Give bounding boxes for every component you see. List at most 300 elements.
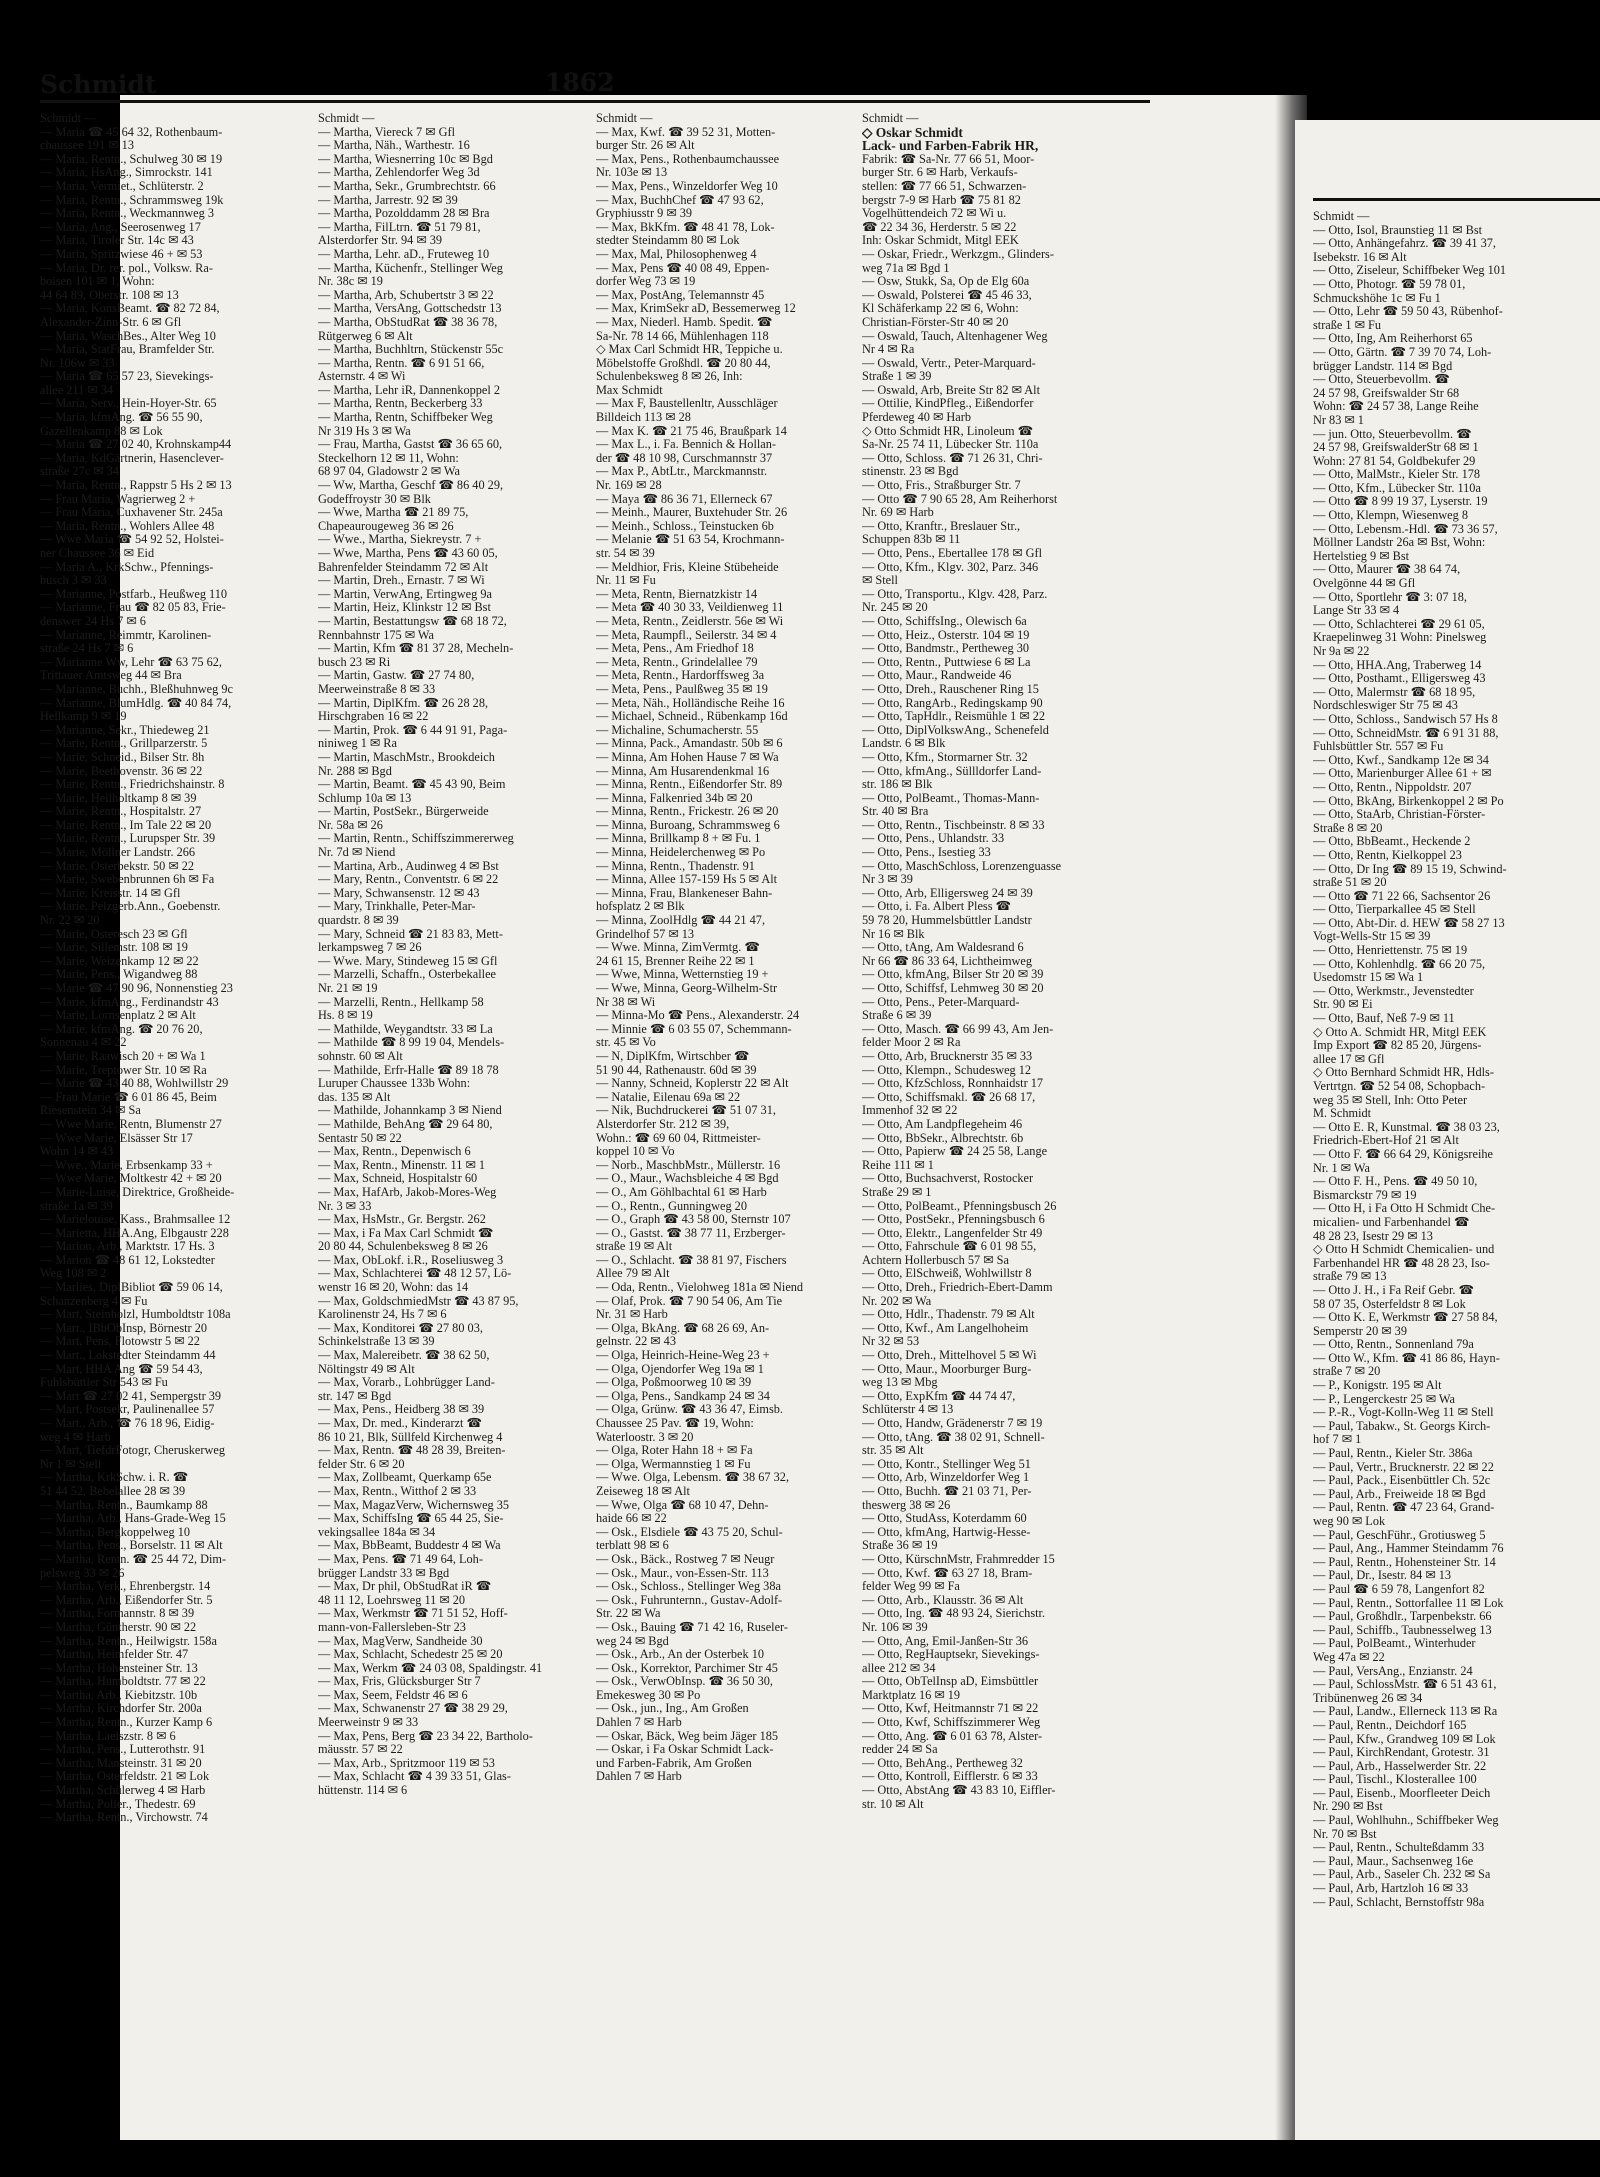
directory-entry: — Paul, Rentn., Kieler Str. 386a	[1313, 1447, 1473, 1461]
directory-entry: Nr. 58a ✉ 26	[318, 818, 383, 832]
directory-entry: — Melanie ☎ 51 63 54, Krochmann-	[596, 533, 785, 547]
directory-entry: — Otto, Kontr., Stellinger Weg 51	[862, 1457, 1031, 1471]
directory-entry: — Otto, Klempn, Wiesenweg 8	[1313, 509, 1469, 523]
directory-entry: — Marie, Rentn., Friedrichshainstr. 8	[40, 778, 225, 792]
directory-entry: Nr 16 ✉ Blk	[862, 927, 925, 941]
directory-entry: — Marie, Raawisch 20 + ✉ Wa 1	[40, 1049, 206, 1063]
facing-page-column	[1313, 210, 1598, 1909]
directory-entry: dorfer Weg 73 ✉ 19	[596, 275, 696, 289]
directory-entry: — Otto, Elektr., Langenfelder Str 49	[862, 1226, 1043, 1240]
directory-entry: — Minna, Falkenried 34b ✉ 20	[596, 791, 753, 805]
directory-entry: Hirschgraben 16 ✉ 22	[318, 710, 429, 724]
directory-entry: Str. 90 ✉ Ei	[1313, 998, 1373, 1012]
directory-entry: Sa-Nr. 78 14 66, Mühlenhagen 118	[596, 329, 769, 343]
directory-entry: vekingsallee 184a ✉ 34	[318, 1525, 436, 1539]
directory-entry: — Otto, Posthamt., Elligersweg 43	[1313, 672, 1486, 686]
directory-entry: — Maria, Dr. rer. pol., Volksw. Ra-	[40, 261, 213, 275]
directory-entry: — Otto, Ziseleur, Schiffbeker Weg 101	[1313, 264, 1507, 278]
directory-entry: — Martha, Kirchdorfer Str. 200a	[40, 1702, 202, 1716]
directory-entry: — Marie, Osterbekstr. 50 ✉ 22	[40, 859, 195, 873]
directory-entry: Nr. 106 ✉ 39	[862, 1620, 928, 1634]
directory-entry: — N, DiplKfm, Wirtschber ☎	[596, 1049, 750, 1063]
directory-entry: — Wwe, Minna, Georg-Wilhelm-Str	[596, 982, 778, 995]
directory-entry: — Paul, Pack., Eisenbüttler Ch. 52c	[1313, 1474, 1491, 1488]
directory-entry: — Otto, KfzSchloss, Ronnhaidstr 17	[862, 1077, 1044, 1091]
column-head: Schmidt —	[40, 112, 97, 125]
directory-entry: straße 51 ✉ 20	[1313, 876, 1387, 890]
directory-entry: felder Weg 99 ✉ Fa	[862, 1580, 960, 1594]
directory-entry: Schmuckshöhe 1c ✉ Fu 1	[1313, 291, 1441, 305]
directory-entry: Sentastr 50 ✉ 22	[318, 1131, 402, 1145]
directory-entry: — Max, Malereibetr. ☎ 38 62 50,	[318, 1349, 490, 1363]
directory-entry: — Otto K. E, Werkmstr ☎ 27 58 84,	[1313, 1311, 1498, 1325]
directory-entry: Nr. 38c ✉ 19	[318, 275, 383, 289]
directory-entry: Weg 47a ✉ 22	[1313, 1650, 1385, 1664]
directory-entry: Karolinenstr 24, Hs 7 ✉ 6	[318, 1308, 447, 1322]
directory-entry: — Osk., Arb., An der Osterbek 10	[596, 1648, 765, 1662]
directory-entry: — Max, Zollbeamt, Querkamp 65e	[318, 1471, 492, 1485]
directory-entry: Bismarckstr 79 ✉ 19	[1313, 1188, 1417, 1202]
directory-entry: — Martha, Lehr. aD., Fruteweg 10	[318, 247, 490, 261]
directory-entry: hüttenstr. 114 ✉ 6	[318, 1784, 408, 1798]
directory-entry: — Marie, Beethovenstr. 36 ✉ 22	[40, 764, 203, 778]
directory-entry: 86 10 21, Blk, Süllfeld Kirchenweg 4	[318, 1430, 503, 1444]
directory-entry: — Max, Schwanenstr 27 ☎ 38 29 29,	[318, 1702, 508, 1716]
directory-entry: — Paul, KirchRendant, Grotestr. 31	[1313, 1746, 1490, 1760]
directory-entry: — Max, HafArb, Jakob-Mores-Weg	[318, 1185, 497, 1199]
directory-entry: — Martha, Arb, Schubertstr 3 ✉ 22	[318, 288, 494, 302]
directory-entry: — Otto, StudAss, Koterdamm 60	[862, 1512, 1027, 1526]
directory-entry: — Paul, Kfw., Grandweg 109 ✉ Lok	[1313, 1732, 1496, 1746]
directory-entry: — Martin, MaschMstr., Brookdeich	[318, 750, 495, 764]
directory-entry: — Oswald, Tauch, Altenhagener Weg	[862, 329, 1048, 343]
directory-entry: Rütgerweg 6 ✉ Alt	[318, 329, 413, 343]
directory-entry: brügger Landstr 33 ✉ Bgd	[318, 1566, 450, 1580]
directory-entry: weg 90 ✉ Lok	[1313, 1515, 1386, 1528]
directory-entry: — jun. Otto, Steuerbevollm. ☎	[1313, 427, 1472, 441]
directory-entry: Alexander-Zinn-Str. 6 ✉ Gfl	[40, 315, 182, 329]
directory-entry: Bahrenfelder Steindamm 72 ✉ Alt	[318, 560, 489, 574]
directory-entry: — Martin, Gastw. ☎ 27 74 80,	[318, 669, 475, 683]
directory-entry: — Martha, Formannstr. 8 ✉ 39	[40, 1607, 195, 1621]
directory-entry: — Wwe Marie, Elsässer Str 17	[40, 1131, 193, 1145]
directory-entry: Semperstr 20 ✉ 39	[1313, 1324, 1407, 1338]
directory-entry: — Maria ☎ 65 57 23, Sievekings-	[40, 370, 214, 384]
directory-entry: — Martha, Viereck 7 ✉ Gfl	[318, 125, 456, 139]
directory-entry: — Martha, Jarrestr. 92 ✉ 39	[318, 193, 458, 207]
directory-entry: — Max, Dr phil, ObStudRat iR ☎	[318, 1580, 492, 1594]
directory-entry: — Paul, Tischl., Klosterallee 100	[1313, 1773, 1477, 1787]
directory-entry: sohnstr. 60 ✉ Alt	[318, 1049, 403, 1063]
directory-entry: wenstr 16 ✉ 20, Wohn: das 14	[318, 1281, 469, 1295]
directory-entry: — Marie, Pens., Wigandweg 88	[40, 968, 198, 982]
directory-entry: — Max, Schneid, Hospitalstr 60	[318, 1172, 478, 1186]
directory-entry: — Otto, Fris., Straßburger Str. 7	[862, 479, 1021, 493]
directory-entry: — Mart., IBbObInsp, Börnestr 20	[40, 1321, 208, 1335]
directory-entry: Chapeaurougeweg 36 ✉ 26	[318, 519, 454, 533]
directory-entry: — Mart., Arb., ☎ 76 18 96, Eidig-	[40, 1417, 215, 1430]
directory-entry: — Martin, PostSekr., Bürgerweide	[318, 805, 489, 819]
directory-entry: — Max, Schlachterei ☎ 48 12 57, Lö-	[318, 1267, 512, 1281]
directory-entry: — Ww, Martha, Geschf ☎ 86 40 29,	[318, 479, 504, 493]
directory-entry: — Otto, Pens., Peter-Marquard-	[862, 995, 1020, 1009]
directory-entry: — Max, Kwf. ☎ 39 52 31, Motten-	[596, 125, 776, 139]
directory-entry: — Max, Rentn., Depenwisch 6	[318, 1145, 471, 1159]
directory-entry: 58 07 35, Osterfeldstr 8 ✉ Lok	[1313, 1297, 1466, 1311]
directory-entry: — Minna-Mo ☎ Pens., Alexanderstr. 24	[596, 1009, 800, 1023]
directory-entry: — Olga, Heinrich-Heine-Weg 23 +	[596, 1349, 770, 1363]
directory-entry: — Martha, Rentn., Heilwigstr. 158a	[40, 1634, 217, 1648]
directory-entry: Nr. 106w ✉ 33	[40, 356, 115, 370]
directory-entry: — Marlies, DiplBibliot ☎ 59 06 14,	[40, 1281, 223, 1295]
directory-entry: — Martin, Prok. ☎ 6 44 91 91, Paga-	[318, 723, 508, 737]
directory-entry: — Max, Fris, Glücksburger Str 7	[318, 1675, 481, 1689]
directory-entry: Nr. 290 ✉ Bst	[1313, 1800, 1383, 1814]
directory-entry: — Marie, Heilholtkamp 8 ✉ 39	[40, 791, 197, 805]
directory-entry: — Otto, Schiffsmakl. ☎ 26 68 17,	[862, 1090, 1036, 1104]
directory-entry: Möbelstoffe Großhdl. ☎ 20 80 44,	[596, 356, 771, 370]
directory-entry: — Mary, Schwansenstr. 12 ✉ 43	[318, 886, 480, 900]
directory-entry: Lange Str 33 ✉ 4	[1313, 604, 1400, 618]
directory-entry: 24 61 15, Brenner Reihe 22 ✉ 1	[596, 954, 755, 968]
directory-entry: Ovelgönne 44 ✉ Gfl	[1313, 577, 1416, 591]
directory-entry: — Otto, Tierparkallee 45 ✉ Stell	[1313, 903, 1476, 917]
directory-entry: 59 78 20, Hummelsbüttler Landstr	[862, 914, 1032, 928]
directory-entry: str. 35 ✉ Alt	[862, 1444, 924, 1458]
directory-entry: Nr 38 ✉ Wi	[596, 995, 656, 1009]
directory-entry: — Marianne, Sekr., Thiedeweg 21	[40, 723, 210, 737]
directory-entry: — Otto, Fahrschule ☎ 6 01 98 55,	[862, 1240, 1037, 1254]
directory-entry: 51 90 44, Rathenaustr. 60d ✉ 39	[596, 1063, 757, 1077]
directory-entry: haide 66 ✉ 22	[596, 1512, 667, 1526]
directory-entry: str. 45 ✉ Vo	[596, 1036, 656, 1050]
directory-entry: — Otto, Rentn, Kielkoppel 23	[1313, 848, 1462, 862]
directory-entry: Marktplatz 16 ✉ 19	[862, 1688, 961, 1702]
directory-entry: redder 24 ✉ Sa	[862, 1743, 938, 1757]
directory-entry: — Martha, Rentn, Beckerberg 33	[318, 397, 483, 411]
directory-entry: — Marie-Luise, Direktrice, Großheide-	[40, 1185, 235, 1199]
directory-entry: — Wwe Maria ☎ 54 92 52, Holstei-	[40, 533, 224, 547]
directory-entry: — Otto, Ang, Emil-Janßen-Str 36	[862, 1634, 1028, 1648]
directory-entry: — Martin, Bestattungsw ☎ 68 18 72,	[318, 614, 507, 628]
directory-entry: Weg 108 ✉ 2	[40, 1267, 107, 1281]
directory-entry: — Max P., AbtLtr., Marckmannstr.	[596, 465, 768, 479]
directory-entry: — Martha, Arb., Kiebitzstr. 10b	[40, 1688, 198, 1702]
directory-entry: — Otto, RangArb., Redingskamp 90	[862, 696, 1043, 710]
directory-entry: — Martha, Näh., Warthestr. 16	[318, 139, 470, 153]
directory-entry: — Otto, Abt-Dir. d. HEW ☎ 58 27 13	[1313, 916, 1505, 930]
directory-entry: allee 17 ✉ Gfl	[1313, 1052, 1385, 1066]
directory-entry: Usedomstr 15 ✉ Wa 1	[1313, 971, 1424, 985]
directory-entry: Nr 83 ✉ 1	[1313, 413, 1364, 427]
directory-entry: — Otto, Ing. ☎ 48 93 24, Sierichstr.	[862, 1607, 1046, 1621]
directory-entry: — Martin, Heiz, Klinkstr 12 ✉ Bst	[318, 601, 491, 615]
directory-entry: — Paul, Vertr., Brucknerstr. 22 ✉ 22	[1313, 1460, 1494, 1474]
directory-entry: — Otto, kfmAng., Süllldorfer Land-	[862, 764, 1042, 778]
directory-entry: — Marianne, Reimmtr, Karolinen-	[40, 628, 212, 642]
directory-entry: — Paul, Rentn., Schulteßdamm 33	[1313, 1841, 1485, 1855]
directory-entry: — Olga, Pens., Sandkamp 24 ✉ 34	[596, 1389, 770, 1403]
directory-entry: Fuhlsbüttler Str 543 ✉ Fu	[40, 1376, 168, 1390]
directory-entry: — Otto, Rentn., Sonnenland 79a	[1313, 1338, 1474, 1352]
directory-entry: — Mary, Trinkhalle, Peter-Mar-	[318, 900, 476, 914]
directory-entry: — Otto, Photogr. ☎ 59 78 01,	[1313, 277, 1466, 291]
directory-entry: — Meinh., Schloss., Teinstucken 6b	[596, 519, 774, 533]
directory-entry: — Otto, Schiffsf, Lehmweg 30 ✉ 20	[862, 982, 1044, 995]
directory-entry: — Otto, Ang. ☎ 6 01 63 78, Alster-	[862, 1729, 1043, 1743]
directory-entry: — Paul, PolBeamt., Winterhuder	[1313, 1637, 1476, 1651]
directory-entry: — Otto, BbSekr., Albrechtstr. 6b	[862, 1131, 1024, 1145]
directory-entry: — Paul, Dr., Isestr. 84 ✉ 13	[1313, 1569, 1452, 1583]
directory-entry: — Mathilde, Johannkamp 3 ✉ Niend	[318, 1104, 502, 1118]
directory-entry: — Otto, Kwf, Heitmannstr 71 ✉ 22	[862, 1702, 1039, 1716]
directory-entry: — Marie, Weizenkamp 12 ✉ 22	[40, 954, 199, 968]
directory-entry: ◇ Otto Bernhard Schmidt HR, Hdls-	[1313, 1066, 1494, 1080]
directory-entry: micalien- und Farbenhandel ☎	[1313, 1215, 1470, 1229]
directory-entry: — Martha, FilLtrn. ☎ 51 79 81,	[318, 220, 481, 234]
directory-entry: — Wwe., Martha, Siekreystr. 7 +	[318, 533, 482, 547]
directory-entry: — Olga, Roter Hahn 18 + ✉ Fa	[596, 1444, 753, 1458]
directory-entry: — Otto, Pens., Isestieg 33	[862, 846, 991, 860]
directory-entry: ◇ Max Carl Schmidt HR, Teppiche u.	[596, 343, 783, 357]
directory-entry: — Max, Werkm ☎ 24 03 08, Spaldingstr. 41	[318, 1661, 543, 1675]
directory-entry: — Paul, Landw., Ellerneck 113 ✉ Ra	[1313, 1705, 1498, 1719]
directory-entry: — Nik, Buchdruckerei ☎ 51 07 31,	[596, 1104, 776, 1118]
directory-entry: — Mathilde, BehAng ☎ 29 64 80,	[318, 1117, 493, 1131]
directory-entry: — Max, Schlacht, Schedestr 25 ✉ 20	[318, 1648, 503, 1662]
directory-entry: straße 1a ✉ 39	[40, 1199, 113, 1213]
directory-entry: Straße 29 ✉ 1	[862, 1185, 932, 1199]
directory-entry: — Minna, Pack., Amandastr. 50b ✉ 6	[596, 737, 783, 751]
directory-entry: — Marzelli, Rentn., Hellkamp 58	[318, 995, 484, 1009]
directory-entry: Schinkelstraße 13 ✉ 39	[318, 1335, 435, 1349]
directory-entry: stellen: ☎ 77 66 51, Schwarzen-	[862, 179, 1027, 193]
directory-entry: — Paul, Rentn., Sottorfallee 11 ✉ Lok	[1313, 1596, 1504, 1610]
directory-entry: — Oswald, Polsterei ☎ 45 46 33,	[862, 288, 1032, 302]
directory-entry: — Max, Dr. med., Kinderarzt ☎	[318, 1417, 482, 1430]
directory-entry: — Oskar, Bäck, Weg beim Jäger 185	[596, 1729, 779, 1743]
directory-entry: Nr. 1 ✉ Wa	[1313, 1161, 1370, 1175]
directory-entry: — Meldhior, Fris, Kleine Stübeheide	[596, 560, 779, 574]
directory-entry: Sonnenau 4 ✉ 22	[40, 1036, 127, 1050]
directory-entry: Farbenhandel HR ☎ 48 28 23, Iso-	[1313, 1256, 1490, 1270]
directory-entry: — Paul, SchlossMstr. ☎ 6 51 43 61,	[1313, 1678, 1497, 1692]
directory-entry: — O., Schlacht. ☎ 38 81 97, Fischers	[596, 1253, 787, 1267]
directory-entry: — Wwe., Marie, Erbsenkamp 33 +	[40, 1158, 213, 1172]
directory-entry: weg 71a ✉ Bgd 1	[862, 261, 950, 275]
directory-entry: — Marianne, BlumHdlg. ☎ 40 84 74,	[40, 696, 232, 710]
directory-entry: Nr. 11 ✉ Fu	[596, 574, 656, 588]
directory-entry: Vertrtgn. ☎ 52 54 08, Schopbach-	[1313, 1080, 1486, 1093]
directory-entry: — Martha, Küchenfr., Stellinger Weg	[318, 261, 503, 275]
directory-entry: — Marie, Osteresch 23 ✉ Gfl	[40, 927, 188, 941]
directory-entry: mann-von-Fallersleben-Str 23	[318, 1620, 466, 1634]
directory-entry: — P., Lengerckestr 25 ✉ Wa	[1313, 1392, 1455, 1406]
directory-entry: — Meta ☎ 40 30 33, Veildienweg 11	[596, 601, 784, 615]
directory-entry: — Minna, Rentn., Thadenstr. 91	[596, 859, 755, 873]
directory-entry: — Minna, ZoolHdlg ☎ 44 21 47,	[596, 914, 766, 928]
directory-entry: Max Schmidt	[596, 383, 663, 397]
directory-entry: Immenhof 32 ✉ 22	[862, 1104, 958, 1118]
directory-entry: — Mart, Pens, Flotowstr 5 ✉ 22	[40, 1335, 200, 1349]
directory-entry: str. 147 ✉ Bgd	[318, 1389, 392, 1403]
directory-entry: Meerweinstraße 8 ✉ 33	[318, 682, 436, 696]
directory-entry: — Meta, Rentn., Grindelallee 79	[596, 655, 758, 669]
directory-entry: stedter Steindamm 80 ✉ Lok	[596, 234, 740, 248]
directory-entry: — Otto, ElSchweiß, Wohlwillstr 8	[862, 1267, 1032, 1281]
header-rule	[1313, 198, 1600, 201]
directory-entry: — Otto, Kfm., Lübecker Str. 110a	[1313, 481, 1481, 495]
directory-entry: Nr 319 Hs 3 ✉ Wa	[318, 424, 411, 438]
directory-entry: — Wwe. Mary, Stindeweg 15 ✉ Gfl	[318, 954, 498, 968]
directory-entry: — Otto, RegHauptsekr, Sievekings-	[862, 1648, 1040, 1662]
directory-entry: — Ottilie, KindPfleg., Eißendorfer	[862, 397, 1034, 411]
directory-entry: — Paul, Rentn., Hohensteiner Str. 14	[1313, 1555, 1496, 1569]
directory-column-1	[40, 112, 310, 1825]
directory-entry: — Frau Marie ☎ 6 01 86 45, Beim	[40, 1090, 217, 1104]
directory-entry: — Marie, Möllner Landstr. 266	[40, 846, 196, 860]
directory-entry: — Olaf, Prok. ☎ 7 90 54 06, Am Tie	[596, 1294, 783, 1308]
directory-entry: — Martin, DiplKfm. ☎ 26 28 28,	[318, 696, 489, 710]
directory-entry: — Maria, Spritzwiese 46 + ✉ 53	[40, 247, 203, 261]
directory-entry: — Otto, Handw, Grädenerstr 7 ✉ 19	[862, 1417, 1043, 1430]
directory-entry: — Paul, VersAng., Enzianstr. 24	[1313, 1664, 1473, 1678]
directory-entry: — Maria, Rentn., Wohlers Allee 48	[40, 519, 215, 533]
directory-entry: — Minna, Am Hohen Hause 7 ✉ Wa	[596, 750, 779, 764]
directory-entry: — Otto, Pens., Ebertallee 178 ✉ Gfl	[862, 547, 1043, 560]
directory-entry: — Wwe, Martha ☎ 21 89 75,	[318, 506, 469, 520]
directory-entry: — Max, Mal, Philosophenweg 4	[596, 247, 757, 261]
directory-entry: 48 11 12, Loehrsweg 11 ✉ 20	[318, 1593, 466, 1607]
directory-entry: Nr 1 ✉ Stell	[40, 1457, 102, 1471]
directory-entry: — Otto, Kohlenhdlg. ☎ 66 20 75,	[1313, 957, 1486, 971]
directory-entry: — Otto, Lebensm.-Hdl. ☎ 73 36 57,	[1313, 522, 1498, 536]
directory-entry: str. 54 ✉ 39	[596, 547, 655, 560]
directory-entry: — Mart, Postsekr, Paulinenallee 57	[40, 1403, 215, 1417]
directory-entry: — Otto F. H., Pens. ☎ 49 50 10,	[1313, 1175, 1478, 1189]
directory-entry: — Max, Konditorei ☎ 27 80 03,	[318, 1321, 483, 1335]
directory-entry: niniweg 1 ✉ Ra	[318, 737, 397, 751]
directory-entry: — Otto, Kranftr., Breslauer Str.,	[862, 519, 1021, 533]
directory-entry: Isebekstr. 16 ✉ Alt	[1313, 250, 1407, 264]
directory-entry: — Marie, Rentn., Hospitalstr. 27	[40, 805, 202, 819]
directory-entry: — Max, BkKfm. ☎ 48 41 78, Lok-	[596, 220, 775, 234]
directory-entry: Friedrich-Ebert-Hof 21 ✉ Alt	[1313, 1134, 1459, 1148]
directory-entry: — O., Rentn., Gunningweg 20	[596, 1199, 747, 1213]
directory-entry: Str. 40 ✉ Bra	[862, 805, 929, 819]
directory-entry: — Minna, Am Husarendenkmal 16	[596, 764, 770, 778]
directory-entry: — Paul, Großhdlr., Tarpenbekstr. 66	[1313, 1610, 1492, 1624]
directory-entry: — Martha, Heimfelder Str. 47	[40, 1648, 189, 1662]
directory-column-4	[862, 112, 1132, 1811]
directory-entry: Nr. 202 ✉ Wa	[862, 1294, 932, 1308]
directory-entry: Wohn.: ☎ 69 60 04, Rittmeister-	[596, 1131, 761, 1145]
directory-entry: — Maria, HsAng., Simrockstr. 141	[40, 166, 213, 180]
directory-entry: Dahlen 7 ✉ Harb	[596, 1770, 682, 1784]
directory-entry: — Max, Rentn., Witthof 2 ✉ 33	[318, 1484, 477, 1498]
directory-entry: Straße 8 ✉ 20	[1313, 821, 1383, 835]
directory-entry: — Max F, Baustellenltr, Ausschläger	[596, 397, 778, 411]
directory-entry: — Mart., Lokstedter Steindamm 44	[40, 1349, 216, 1363]
directory-entry: Nr 32 ✉ 53	[862, 1335, 920, 1349]
directory-entry: str. 186 ✉ Blk	[862, 778, 933, 792]
directory-entry: und Farben-Fabrik, Am Großen	[596, 1756, 752, 1770]
directory-entry: ◇ Otto A. Schmidt HR, Mitgl EEK	[1313, 1025, 1487, 1039]
directory-entry: — Otto, Transportu., Klgv. 428, Parz.	[862, 587, 1048, 601]
directory-entry: Wohn: 27 81 54, Goldbekufer 29	[1313, 454, 1476, 468]
directory-entry: Nr. 288 ✉ Bgd	[318, 764, 392, 778]
directory-entry: — Martha, VersAng, Gottschedstr 13	[318, 302, 502, 316]
directory-entry: Sa-Nr. 25 74 11, Lübecker Str. 110a	[862, 438, 1039, 452]
directory-entry: — Otto, AbstAng ☎ 43 83 10, Eiffler-	[862, 1784, 1056, 1798]
directory-entry: Schuppen 83b ✉ 11	[862, 533, 961, 547]
directory-entry: — Max, Vorarb., Lohbrügger Land-	[318, 1376, 495, 1390]
directory-entry: — Osk., Korrektor, Parchimer Str 45	[596, 1661, 778, 1675]
directory-entry: Nr. 21 ✉ 19	[318, 982, 378, 995]
directory-entry: Alsterdorfer Str. 212 ✉ 39,	[596, 1117, 730, 1131]
directory-entry: — Martha, Pens., Borselstr. 11 ✉ Alt	[40, 1539, 223, 1553]
directory-entry: — O., Maur., Wachsbleiche 4 ✉ Bgd	[596, 1172, 779, 1186]
directory-entry: burger Str. 26 ✉ Alt	[596, 139, 695, 153]
directory-entry: — Otto, i. Fa. Albert Pless ☎	[862, 900, 1011, 914]
directory-entry: Asternstr. 4 ✉ Wi	[318, 370, 406, 384]
directory-entry: ◇ Otto Schmidt HR, Linoleum ☎	[862, 424, 1033, 438]
directory-entry: ◇ Otto H Schmidt Chemicalien- und	[1313, 1243, 1495, 1257]
directory-entry: — Otto, Pens., Uhlandstr. 33	[862, 832, 1005, 846]
directory-entry: — Otto, Ing, Am Reiherhorst 65	[1313, 332, 1473, 346]
directory-entry: — Paul, Arb., Freiweide 18 ✉ Bgd	[1313, 1487, 1486, 1501]
directory-entry: Straße 6 ✉ 39	[862, 1009, 932, 1023]
directory-entry: — Paul, Rentn., Deichdorf 165	[1313, 1718, 1467, 1732]
directory-entry: — Otto, Maurer ☎ 38 64 74,	[1313, 563, 1461, 577]
directory-entry: — Otto, tAng. ☎ 38 02 91, Schnell-	[862, 1430, 1045, 1444]
directory-entry: — Marianne, Postfarb., Heußweg 110	[40, 587, 228, 601]
directory-entry: quardstr. 8 ✉ 39	[318, 914, 399, 928]
directory-entry: — Michael, Schneid., Rübenkamp 16d	[596, 710, 788, 724]
directory-entry: Zeiseweg 18 ✉ Alt	[596, 1484, 690, 1498]
directory-entry: — Maria ☎ 27 02 40, Krohnskamp44	[40, 438, 232, 452]
directory-entry: — Otto, Sportlehr ☎ 3: 07 18,	[1313, 590, 1467, 604]
directory-entry: — Wwe, Minna, Wetternstieg 19 +	[596, 968, 769, 982]
directory-entry: — Otto, DiplVolkswAng., Schenefeld	[862, 723, 1049, 737]
directory-entry: — Osk., VerwObInsp. ☎ 36 50 30,	[596, 1675, 773, 1689]
directory-entry: — Maria, StatFrau, Bramfelder Str.	[40, 343, 215, 357]
column-head: Schmidt —	[862, 112, 919, 125]
running-head-surname: Schmidt	[40, 70, 157, 99]
directory-entry: — Mathilde, Erfr-Halle ☎ 89 18 78	[318, 1063, 499, 1077]
directory-entry: busch 3 ✉ 33	[40, 574, 107, 588]
directory-entry: — Mary, Schneid ☎ 21 83 83, Mett-	[318, 927, 503, 941]
directory-entry: — Otto, kfmAng, Hartwig-Hesse-	[862, 1525, 1031, 1539]
directory-entry: Straße 36 ✉ 19	[862, 1539, 938, 1553]
directory-entry: — Oswald, Arb, Breite Str 82 ✉ Alt	[862, 383, 1041, 397]
directory-entry: — Otto, Buchh. ☎ 21 03 71, Per-	[862, 1484, 1032, 1498]
directory-entry: Landstr. 6 ✉ Blk	[862, 737, 946, 751]
directory-entry: gelnstr. 22 ✉ 43	[596, 1335, 676, 1349]
directory-entry: — Martin, VerwAng, Ertingweg 9a	[318, 587, 492, 601]
directory-entry: — Frau Maria, Wagrierweg 2 +	[40, 492, 196, 506]
directory-entry: straße 1 ✉ Fu	[1313, 318, 1382, 332]
directory-entry: Nr. 31 ✉ Harb	[596, 1308, 668, 1322]
directory-entry: — Otto ☎ 71 22 66, Sachsentor 26	[1313, 889, 1491, 903]
directory-entry: Nr. 70 ✉ Bst	[1313, 1827, 1377, 1841]
directory-entry: straße 7 ✉ 20	[1313, 1365, 1381, 1379]
directory-entry: — Minnie ☎ 6 03 55 07, Schemmann-	[596, 1022, 792, 1036]
directory-entry: — Osk., Elsdiele ☎ 43 75 20, Schul-	[596, 1525, 783, 1539]
directory-entry: — Maria, kfmAng. ☎ 56 55 90,	[40, 411, 203, 425]
directory-entry: Nr. 7d ✉ Niend	[318, 846, 396, 860]
directory-entry: — Marie, Pelzgerb.Ann., Goebenstr.	[40, 900, 221, 914]
